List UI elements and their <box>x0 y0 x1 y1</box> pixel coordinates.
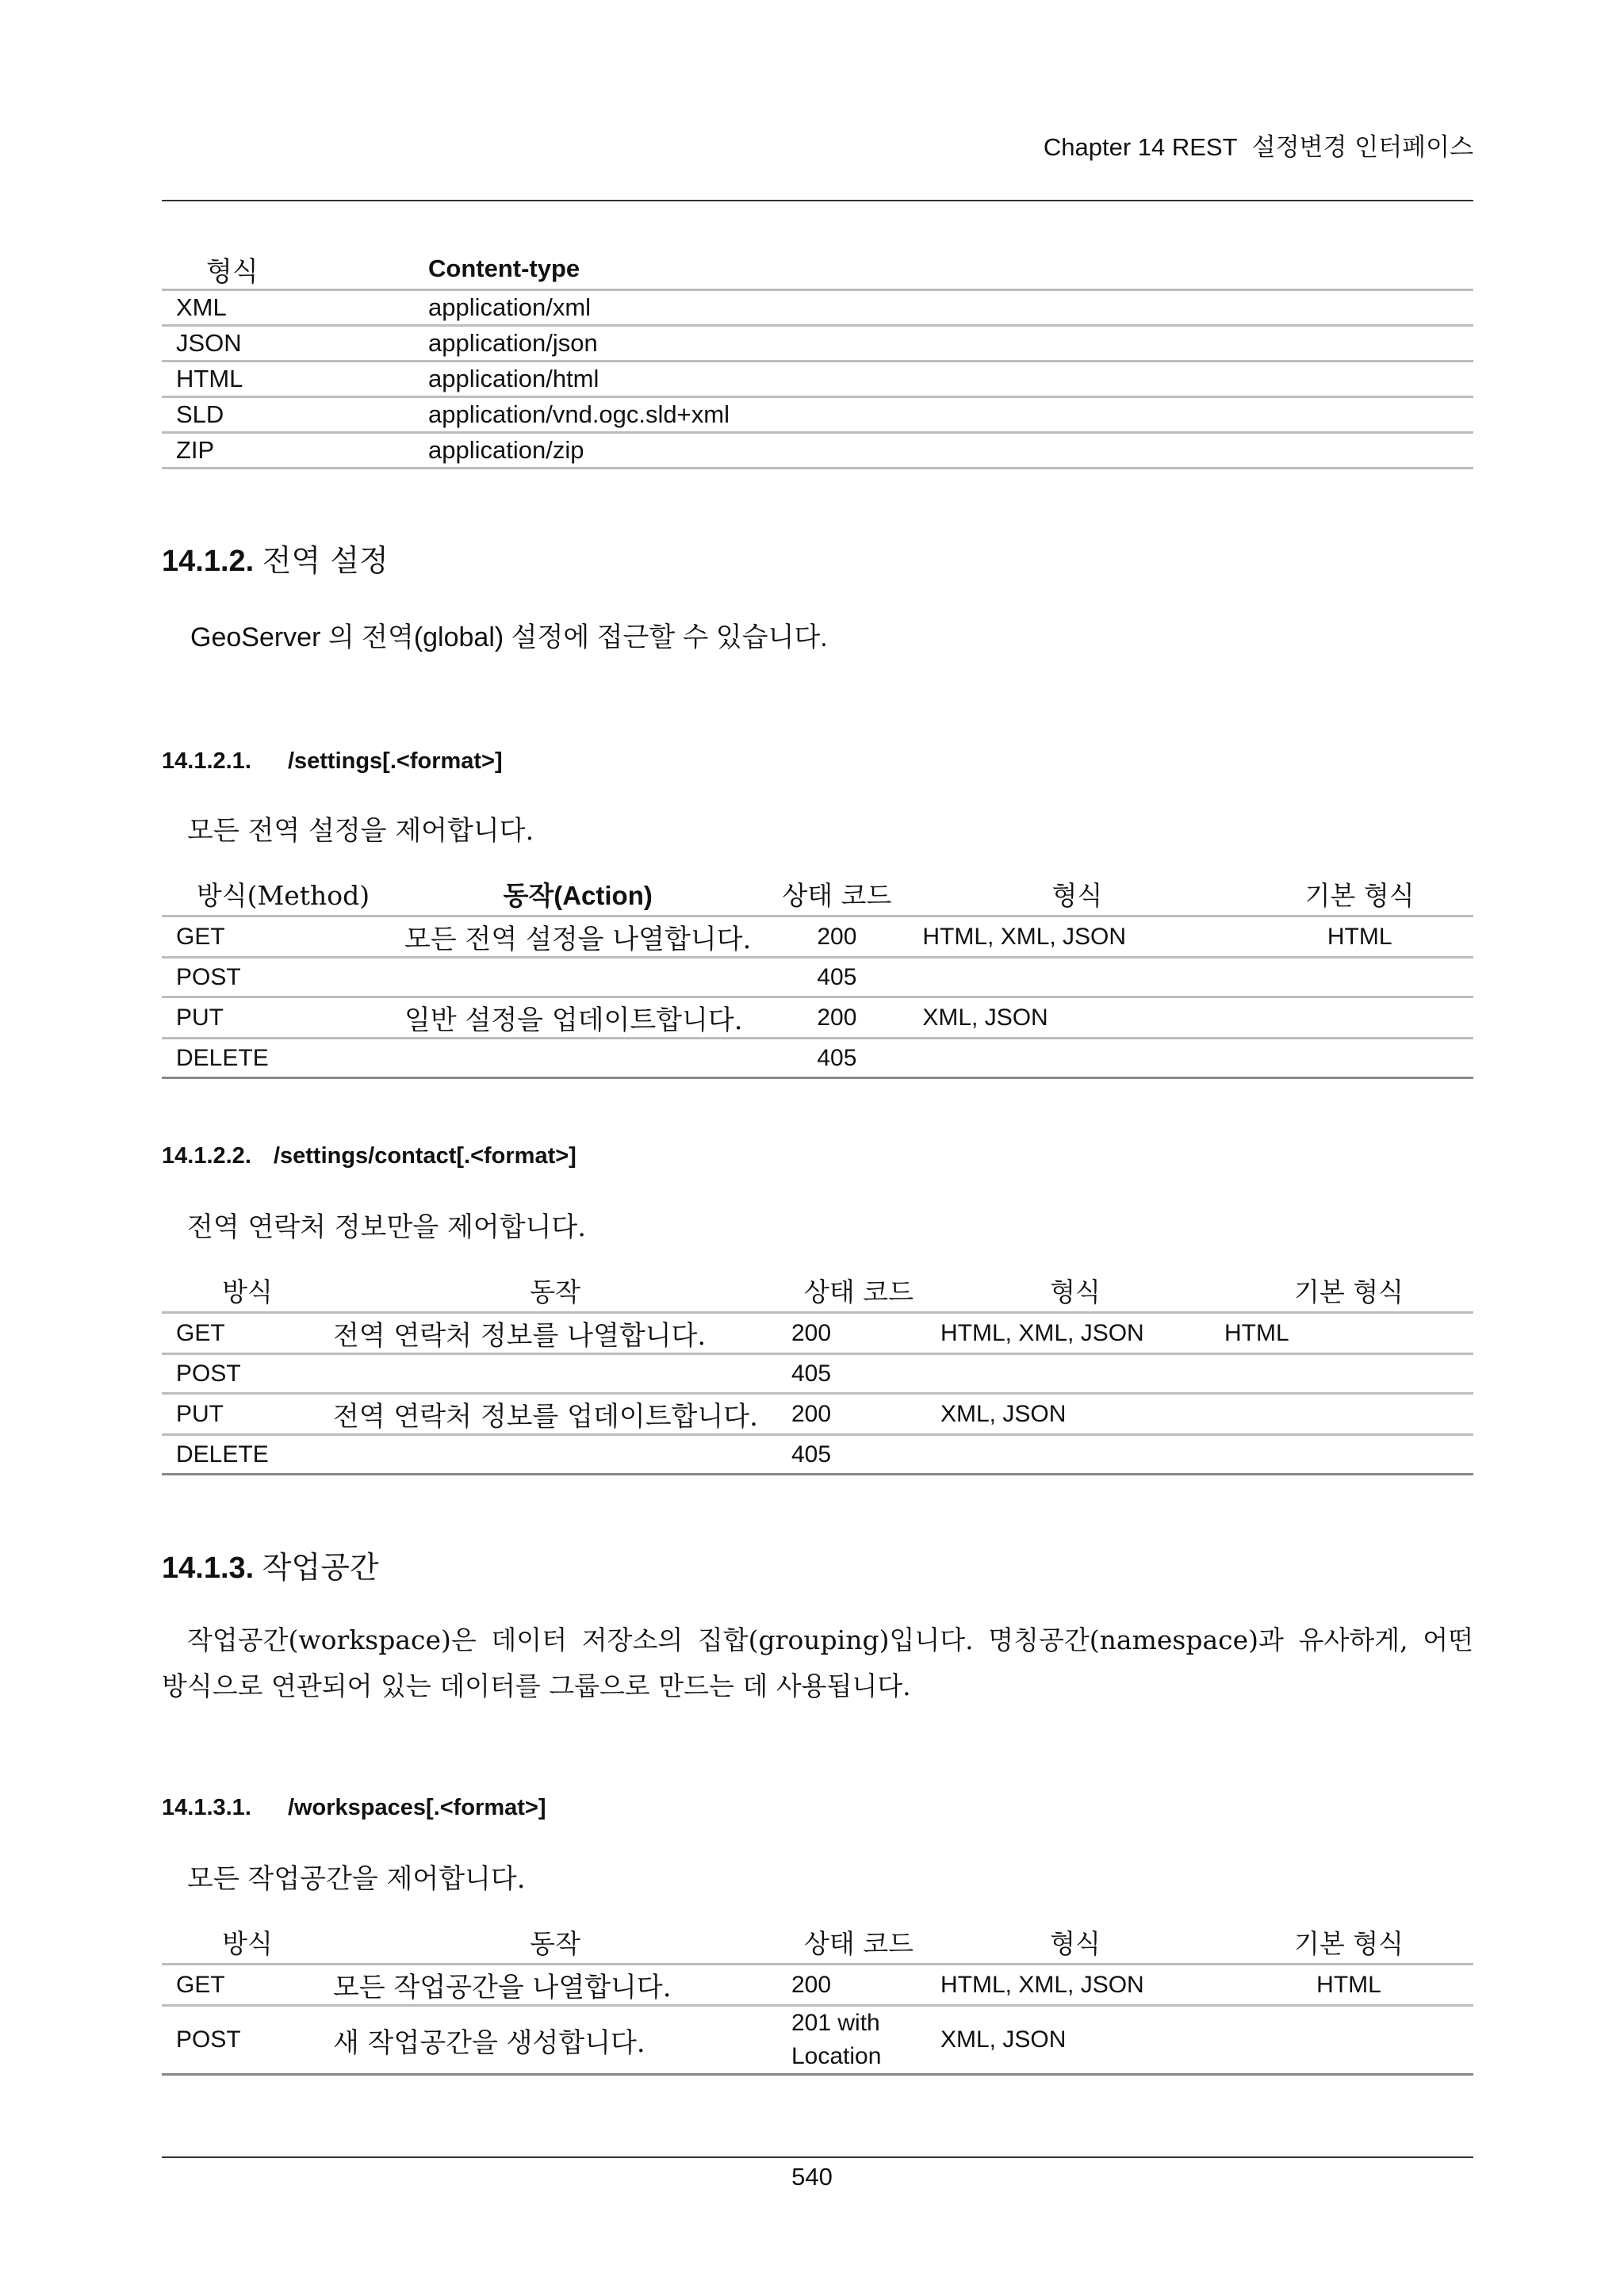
cell-format: ZIP <box>162 433 414 469</box>
cell-format <box>908 958 1231 997</box>
table-row <box>162 997 1473 1039</box>
col-header-action: 동작 <box>319 1920 777 1965</box>
table-row <box>162 1039 1473 1078</box>
settings-methods-table <box>162 872 1473 1079</box>
subsection-heading-contact <box>162 1143 576 1169</box>
cell-action: 일반 설정을 업데이트합니다. <box>390 997 751 1039</box>
cell-content-type: application/zip <box>414 433 1473 469</box>
col-header-method: 방식(Method) <box>162 872 390 916</box>
cell-format: HTML, XML, JSON <box>908 916 1231 958</box>
table-row <box>162 2006 1473 2075</box>
cell-format <box>908 1039 1231 1078</box>
col-header-format: 형식 <box>162 249 414 290</box>
paragraph-line: 작업공간(workspace)은 데이터 저장소의 집합(grouping)입니다. 명칭공간(namespace)과 유사하게, 어떤 <box>187 1624 1473 1655</box>
col-header-content-type: Content-type <box>414 249 1473 290</box>
col-header-format: 형식 <box>908 872 1231 916</box>
cell-method: PUT <box>162 1394 319 1435</box>
col-header-status: 상태 코드 <box>777 1269 926 1313</box>
table-row <box>162 397 1473 433</box>
table-header-row <box>162 1269 1473 1313</box>
table-header-row <box>162 1920 1473 1965</box>
subsection-path: /settings[.<format>] <box>287 748 503 774</box>
cell-status: 200 <box>751 997 908 1039</box>
cell-default-format <box>1210 1354 1473 1394</box>
cell-content-type: application/json <box>414 326 1473 362</box>
subsection-number: 14.1.3.1. <box>162 1795 251 1820</box>
cell-method: POST <box>162 958 390 997</box>
table-row <box>162 290 1473 326</box>
cell-format: XML, JSON <box>926 2006 1210 2075</box>
col-header-status: 상태 코드 <box>777 1920 926 1965</box>
content-type-table <box>162 249 1473 469</box>
cell-status: 405 <box>751 958 908 997</box>
section-number: 14.1.3. <box>162 1552 255 1585</box>
header-chapter: Chapter 14 REST <box>1043 133 1237 161</box>
cell-content-type: application/html <box>414 362 1473 397</box>
cell-status: 200 <box>751 916 908 958</box>
cell-format: XML, JSON <box>908 997 1231 1039</box>
cell-status: 200 <box>777 1313 926 1354</box>
header-title: 설정변경 인터페이스 <box>1251 133 1473 162</box>
cell-method: DELETE <box>162 1435 319 1475</box>
cell-format <box>926 1354 1210 1394</box>
table-row <box>162 1394 1473 1435</box>
cell-default-format <box>1231 958 1473 997</box>
section-heading-workspace <box>162 1543 379 1586</box>
contact-methods-table <box>162 1269 1473 1475</box>
cell-action: 모든 전역 설정을 나열합니다. <box>390 916 751 958</box>
subsection-heading-settings <box>162 748 503 775</box>
cell-default-format <box>1231 1039 1473 1078</box>
cell-status: 405 <box>751 1039 908 1078</box>
cell-action: 전역 연락처 정보를 나열합니다. <box>319 1313 777 1354</box>
cell-action: 전역 연락처 정보를 업데이트합니다. <box>319 1394 777 1435</box>
cell-status: 201 with Location <box>777 2006 926 2075</box>
cell-status: 200 <box>777 1394 926 1435</box>
subsection-text: 전역 연락처 정보만을 제어합니다. <box>187 1211 587 1243</box>
table-row <box>162 326 1473 362</box>
cell-status: 405 <box>777 1354 926 1394</box>
table-row <box>162 1354 1473 1394</box>
workspaces-methods-table <box>162 1920 1473 2076</box>
cell-method: DELETE <box>162 1039 390 1078</box>
col-header-format: 형식 <box>926 1269 1210 1313</box>
table-row <box>162 916 1473 958</box>
section-heading-global <box>162 536 389 580</box>
cell-content-type: application/vnd.ogc.sld+xml <box>414 397 1473 433</box>
cell-default-format: HTML <box>1210 1965 1473 2006</box>
cell-default-format <box>1210 1394 1473 1435</box>
subsection-text: 모든 전역 설정을 제어합니다. <box>187 815 534 847</box>
cell-default-format: HTML <box>1231 916 1473 958</box>
col-header-method: 방식 <box>162 1269 319 1313</box>
section-title: 작업공간 <box>262 1550 379 1585</box>
table-row <box>162 1313 1473 1354</box>
cell-method: GET <box>162 1313 319 1354</box>
section-title: 전역 설정 <box>262 543 389 578</box>
footer-rule <box>162 2156 1473 2158</box>
page-number: 540 <box>791 2163 833 2191</box>
section-number: 14.1.2. <box>162 545 255 578</box>
cell-format: JSON <box>162 326 414 362</box>
subsection-path: /settings/contact[.<format>] <box>273 1143 576 1169</box>
table-header-row <box>162 249 1473 290</box>
subsection-number: 14.1.2.2. <box>162 1143 251 1169</box>
col-header-format: 형식 <box>926 1920 1210 1965</box>
cell-default-format: HTML <box>1210 1313 1473 1354</box>
table-row <box>162 1435 1473 1475</box>
table-row <box>162 1965 1473 2006</box>
cell-action: 새 작업공간을 생성합니다. <box>319 2006 777 2075</box>
cell-format: HTML, XML, JSON <box>926 1965 1210 2006</box>
cell-action <box>319 1354 777 1394</box>
cell-action <box>390 1039 751 1078</box>
table-row <box>162 958 1473 997</box>
col-header-default-format: 기본 형식 <box>1231 872 1473 916</box>
section-paragraph <box>162 1617 1473 1709</box>
cell-action <box>390 958 751 997</box>
cell-content-type: application/xml <box>414 290 1473 326</box>
subsection-heading-workspaces <box>162 1795 546 1821</box>
col-header-action: 동작 <box>319 1269 777 1313</box>
cell-format <box>926 1435 1210 1475</box>
subsection-number: 14.1.2.1. <box>162 748 251 774</box>
cell-method: POST <box>162 2006 319 2075</box>
cell-method: PUT <box>162 997 390 1039</box>
cell-format: HTML, XML, JSON <box>926 1313 1210 1354</box>
cell-default-format <box>1231 997 1473 1039</box>
cell-method: POST <box>162 1354 319 1394</box>
cell-format: SLD <box>162 397 414 433</box>
cell-status: 405 <box>777 1435 926 1475</box>
col-header-default-format: 기본 형식 <box>1210 1920 1473 1965</box>
cell-format: XML, JSON <box>926 1394 1210 1435</box>
table-header-row <box>162 872 1473 916</box>
cell-format: XML <box>162 290 414 326</box>
col-header-default-format: 기본 형식 <box>1210 1269 1473 1313</box>
page-header <box>162 127 1473 165</box>
cell-default-format <box>1210 1435 1473 1475</box>
cell-action: 모든 작업공간을 나열합니다. <box>319 1965 777 2006</box>
subsection-text: 모든 작업공간을 제어합니다. <box>187 1863 526 1895</box>
cell-method: GET <box>162 916 390 958</box>
col-header-status: 상태 코드 <box>751 872 908 916</box>
header-rule <box>162 200 1473 201</box>
cell-format: HTML <box>162 362 414 397</box>
cell-action <box>319 1435 777 1475</box>
cell-status: 200 <box>777 1965 926 2006</box>
col-header-method: 방식 <box>162 1920 319 1965</box>
paragraph-line: 방식으로 연관되어 있는 데이터를 그룹으로 만드는 데 사용됩니다. <box>162 1670 911 1701</box>
section-text: GeoServer 의 전역(global) 설정에 접근할 수 있습니다. <box>190 622 828 652</box>
table-row <box>162 433 1473 469</box>
cell-default-format <box>1210 2006 1473 2075</box>
col-header-action: 동작(Action) <box>390 872 751 916</box>
subsection-path: /workspaces[.<format>] <box>287 1795 546 1820</box>
cell-method: GET <box>162 1965 319 2006</box>
table-row <box>162 362 1473 397</box>
